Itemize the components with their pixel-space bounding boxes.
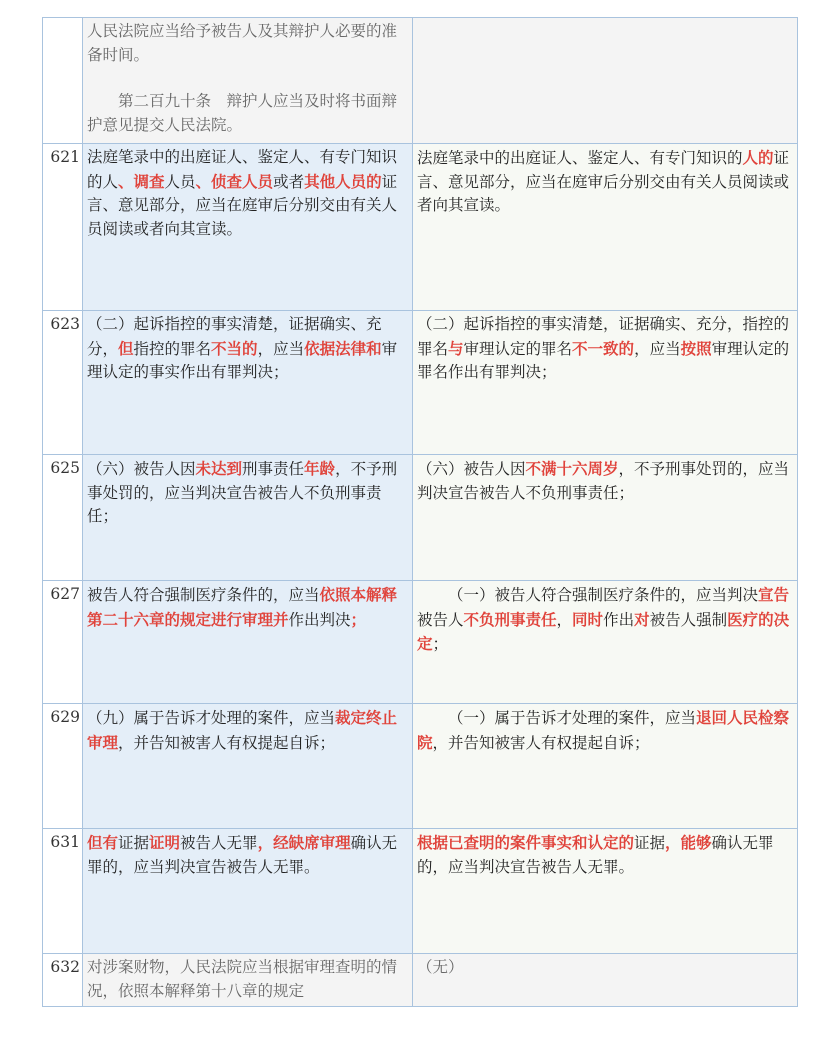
row-number: 631 <box>43 829 83 954</box>
table-row <box>43 18 798 144</box>
new-text-cell <box>413 954 798 1007</box>
table-row <box>43 311 798 455</box>
row-number <box>43 18 83 144</box>
highlighted-change: 不一致的 <box>572 338 635 358</box>
text-run: 对涉案财物，人民法院应当根据审理查明的情况，依照本解释第十八章的规定 <box>87 958 398 1000</box>
old-text-cell <box>83 829 413 954</box>
text-run: 确认无罪的，应当判决宣告被告人无罪。 <box>417 834 774 876</box>
row-number: 625 <box>43 455 83 581</box>
highlighted-change: 宣告 <box>758 585 790 604</box>
row-number: 629 <box>43 704 83 829</box>
old-text-cell <box>83 954 413 1007</box>
text-run: （九）属于告诉才处理的案件，应当 <box>87 709 336 727</box>
text-run: 审理认定的罪名作出有罪判决； <box>417 339 790 381</box>
highlighted-change: 年龄 <box>304 459 336 478</box>
text-run: ； <box>432 635 449 653</box>
highlighted-change: 不满十六周岁 <box>525 459 619 478</box>
text-run: （六）被告人因 <box>417 460 526 478</box>
text-run: 法庭笔录中的出庭证人、鉴定人、有专门知识的 <box>417 149 743 167</box>
text-run: （一）属于告诉才处理的案件，应当 <box>448 709 697 727</box>
text-run: 被告人强制 <box>649 610 728 629</box>
highlighted-change: ，能够 <box>665 833 712 852</box>
row-number: 621 <box>43 144 83 311</box>
highlighted-change: 未达到 <box>195 459 243 478</box>
text-run: ，应当 <box>634 339 681 358</box>
text-run: 确认无罪的，应当判决宣告被告人无罪。 <box>87 834 398 876</box>
old-text-cell <box>83 144 413 311</box>
old-text-cell <box>83 311 413 455</box>
text-run: 证据 <box>118 834 150 852</box>
text-run: 审理认定的罪名 <box>463 339 573 358</box>
text-run: 或者 <box>273 172 305 191</box>
text-run: 证言、意见部分，应当在庭审后分别交由有关人员阅读或者向其宣读。 <box>87 172 398 238</box>
old-text-cell <box>83 704 413 829</box>
text-run: 指控的罪名 <box>133 339 212 358</box>
new-text-cell <box>413 829 798 954</box>
old-text-cell <box>83 581 413 704</box>
table-row <box>43 144 798 311</box>
highlighted-change: 依据法律和 <box>304 338 382 358</box>
highlighted-change: 、侦查人员 <box>195 171 274 191</box>
text-run: 刑事责任 <box>242 460 305 478</box>
highlighted-change: 但有 <box>87 833 119 852</box>
text-run: ， <box>556 610 573 629</box>
text-run: ，不予刑事处罚的，应当判决宣告被告人不负刑事责任； <box>417 460 790 502</box>
highlighted-change: 退回人民检察院 <box>417 708 790 752</box>
text-run: ，不予刑事处罚的，应当判决宣告被告人不负刑事责任； <box>87 460 398 525</box>
highlighted-change: 、调查 <box>118 171 165 191</box>
text-run: ，并告知被害人有权提起自诉； <box>432 733 650 752</box>
table-row <box>43 704 798 829</box>
table-row <box>43 829 798 954</box>
highlighted-change: 证明 <box>149 833 181 852</box>
text-run: 审理认定的事实作出有罪判决； <box>87 339 398 381</box>
old-text-cell <box>83 455 413 581</box>
text-run: 作出 <box>603 610 635 629</box>
table-row <box>43 581 798 704</box>
highlighted-change: ； <box>350 609 367 629</box>
old-text <box>87 22 397 64</box>
highlighted-change: 依照本解释第二十六章的规定进行审理并 <box>87 585 398 629</box>
table-row <box>43 455 798 581</box>
text-run: （无） <box>417 958 464 976</box>
highlighted-change: 其他人员的 <box>304 171 382 191</box>
text-run: 人员 <box>164 172 196 191</box>
comparison-table <box>42 17 798 1007</box>
table-row <box>43 954 798 1007</box>
old-text-cell <box>83 18 413 144</box>
highlighted-change: 不负刑事责任 <box>463 609 557 629</box>
highlighted-change: 按照 <box>680 338 712 358</box>
row-number: 632 <box>43 954 83 1007</box>
highlighted-change: 与 <box>448 338 464 358</box>
text-run: 作出判决 <box>288 610 351 629</box>
new-text-cell <box>413 455 798 581</box>
row-number: 623 <box>43 311 83 455</box>
new-text-cell <box>413 311 798 455</box>
highlighted-change: ，经缺席审理 <box>257 833 351 852</box>
highlighted-change: 裁定终止审理 <box>87 708 398 752</box>
new-text-cell <box>413 144 798 311</box>
text-run: 法庭笔录中的出庭证人、鉴定人、有专门知识的人 <box>87 148 398 191</box>
text-run: ，应当 <box>257 339 305 358</box>
text-run: （二）起诉指控的事实清楚，证据确实、充分， <box>87 315 382 358</box>
highlighted-change: 但 <box>118 338 134 358</box>
new-text-cell <box>413 18 798 144</box>
highlighted-change: 医疗的决定 <box>417 609 790 653</box>
article-290-text: 第二百九十条 辩护人应当及时将书面辩护意见提交人民法院。 <box>87 92 398 134</box>
row-number: 627 <box>43 581 83 704</box>
highlighted-change: 人的 <box>742 148 774 167</box>
text-run: （六）被告人因 <box>87 460 196 478</box>
text-run: 证言、意见部分，应当在庭审后分别交由有关人员阅读或者向其宣读。 <box>417 149 790 214</box>
text-run: （一）被告人符合强制医疗条件的，应当判决 <box>448 586 759 604</box>
text-run: 证据 <box>634 834 666 852</box>
highlighted-change: 对 <box>634 609 650 629</box>
text-run: 被告人符合强制医疗条件的，应当 <box>87 586 320 604</box>
new-text-cell <box>413 581 798 704</box>
new-text-cell <box>413 704 798 829</box>
text-run: ，并告知被害人有权提起自诉； <box>118 733 336 752</box>
highlighted-change: 根据已查明的案件事实和认定的 <box>417 833 635 852</box>
text-run: 人民法院应当给予被告人及其辩护人必要的准备时间。 <box>87 22 398 64</box>
text-run: 被告人无罪 <box>180 834 258 852</box>
text-run: 被告人 <box>417 610 464 629</box>
highlighted-change: 同时 <box>572 609 604 629</box>
text-run: （二）起诉指控的事实清楚，证据确实、充分，指控的罪名 <box>417 315 790 358</box>
highlighted-change: 不当的 <box>211 338 258 358</box>
